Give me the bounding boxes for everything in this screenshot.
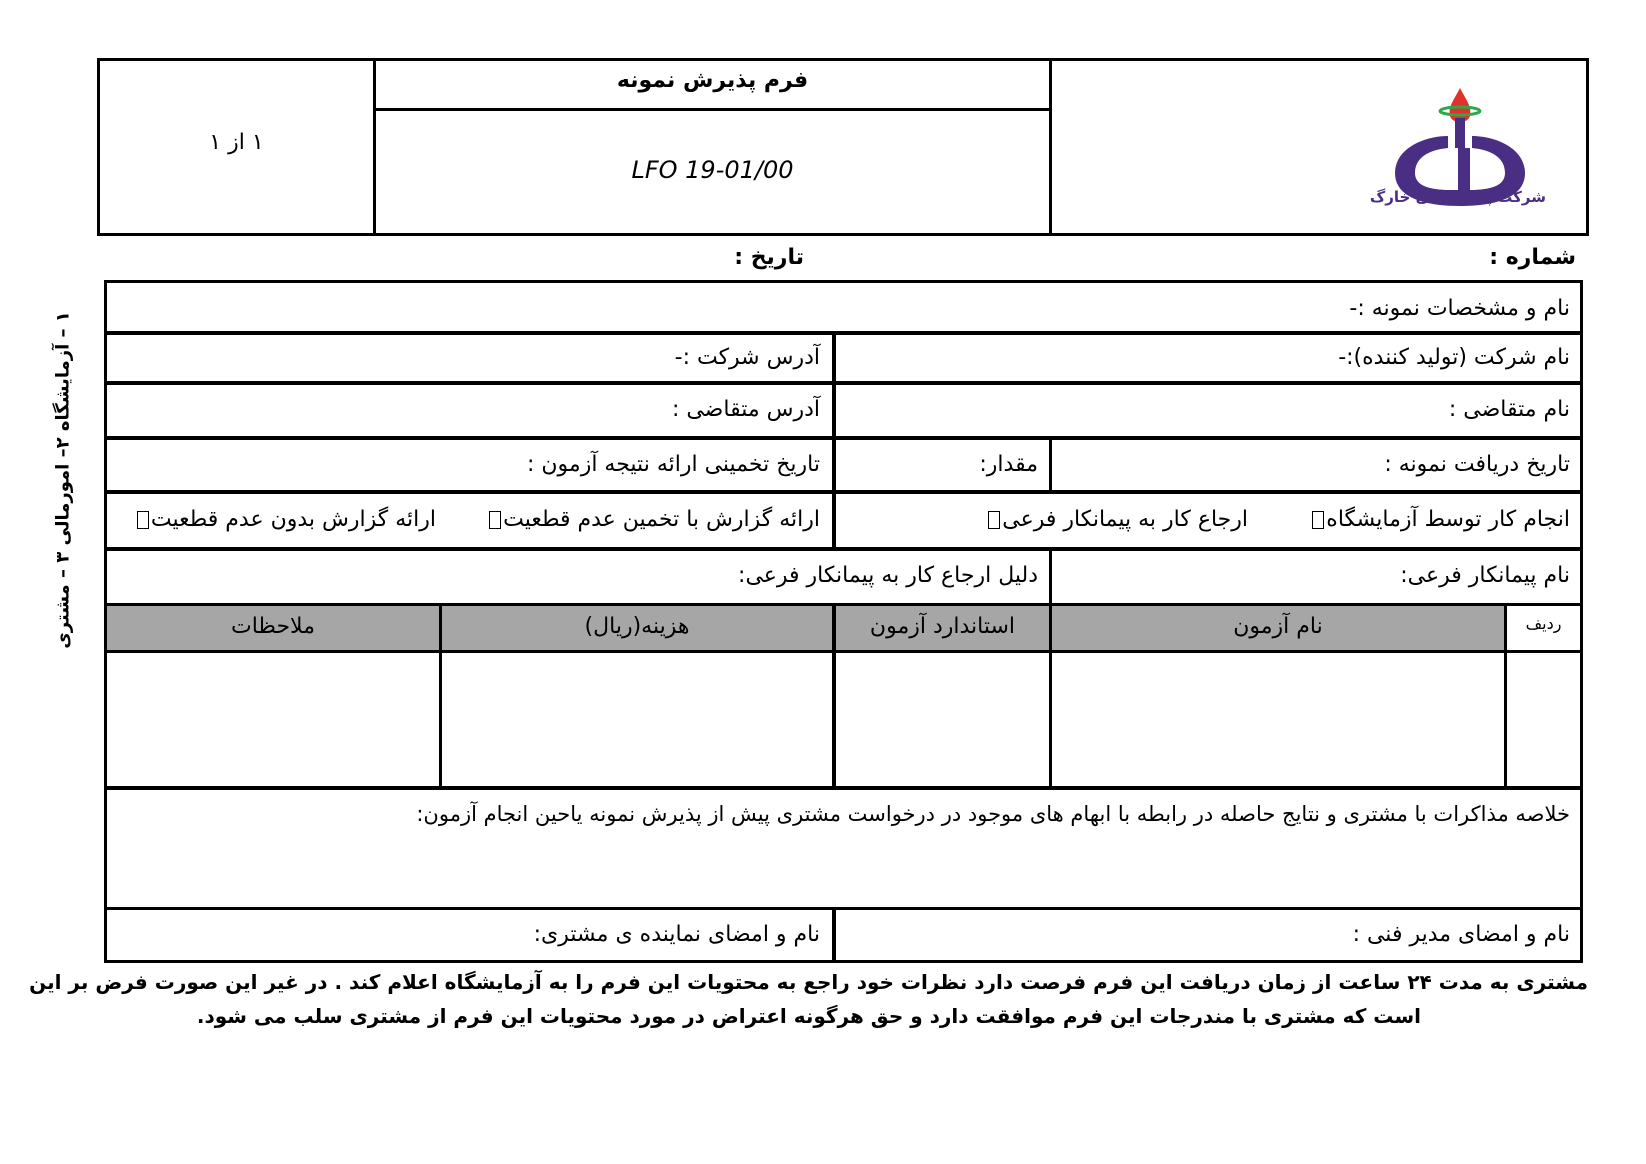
th-standard: استاندارد آزمون: [869, 614, 1016, 639]
row-line-4: [104, 490, 1583, 494]
row-line-2: [104, 381, 1583, 385]
option-subcontract-text: ارجاع کار به پیمانکار فرعی: [1002, 507, 1248, 532]
option-with-uncertainty-text: ارائه گزارش با تخمین عدم قطعیت: [503, 507, 820, 532]
col-line-qty: [1049, 436, 1052, 494]
th-row: ردیف: [1525, 614, 1562, 633]
row-line-5: [104, 547, 1583, 551]
th-notes: ملاحظات: [231, 614, 315, 639]
form-title: فرم پذیرش نمونه: [616, 68, 809, 93]
option-subcontract-checkbox[interactable]: [988, 511, 1000, 529]
option-lab[interactable]: [1310, 507, 1570, 532]
option-subcontract[interactable]: [986, 507, 1248, 532]
date-label: تاریخ :: [734, 245, 804, 270]
logo-company-name: شرکت پتروشیمی خارگ: [1369, 188, 1546, 206]
sample-name-label: نام و مشخصات نمونه :-: [1349, 296, 1570, 321]
footer-line-1: مشتری به مدت ۲۴ ساعت از زمان دریافت این فرم فرصت دارد نظرات خود راجع به محتویات این فرم را به آزمایشگاه اعلام کند . در غیر این صورت فرض بر این: [29, 970, 1588, 994]
customer-rep-sign-label: نام و امضای نماینده ی مشتری:: [533, 922, 820, 947]
option-with-uncertainty-checkbox[interactable]: [489, 511, 501, 529]
col-line-sign: [832, 907, 836, 963]
tech-manager-sign-label: نام و امضای مدیر فنی :: [1352, 922, 1570, 947]
header-divider-right: [1049, 58, 1052, 236]
option-without-uncertainty-checkbox[interactable]: [137, 511, 149, 529]
row-line-1: [104, 331, 1583, 335]
form-code: LFO 19-01/00: [631, 156, 794, 184]
header-divider-title: [373, 108, 1052, 111]
applicant-name-label: نام متقاضی :: [1448, 397, 1570, 422]
option-with-uncertainty[interactable]: [487, 507, 820, 532]
col-line-mid-a: [832, 331, 836, 491]
number-label: شماره :: [1489, 245, 1576, 270]
summary-label: خلاصه مذاکرات با مشتری و نتایج حاصله در رابطه با ابهام های موجود در درخواست مشتری پیش از پذیرش نمونه یاحین انجام آزمون:: [416, 802, 1570, 826]
col-line-sub: [1049, 547, 1052, 606]
company-address-label: آدرس شرکت :-: [674, 345, 820, 370]
subcontract-reason-label: دلیل ارجاع کار به پیمانکار فرعی:: [738, 563, 1038, 588]
estimated-date-label: تاریخ تخمینی ارائه نتیجه آزمون :: [526, 452, 820, 477]
option-without-uncertainty-text: ارائه گزارش بدون عدم قطعیت: [150, 507, 436, 532]
receive-date-label: تاریخ دریافت نمونه :: [1384, 452, 1570, 477]
th-cost: هزینه(ریال): [584, 614, 690, 639]
col-line-mid-b: [832, 490, 836, 550]
option-lab-checkbox[interactable]: [1312, 511, 1324, 529]
side-note-text: ۱ – آزمایشگاه ۲– امورمالی ۳ – مشتری: [52, 311, 74, 649]
th-test-name: نام آزمون: [1233, 614, 1323, 639]
row-line-3: [104, 436, 1583, 440]
row-line-9: [104, 907, 1583, 910]
footer-line-2: است که مشتری با مندرجات این فرم موافقت دارد و حق هرگونه اعتراض در مورد محتویات این فرم از مشتری سلب می شود.: [196, 1004, 1421, 1028]
side-note: [48, 300, 78, 660]
applicant-address-label: آدرس متقاضی :: [671, 397, 820, 422]
company-name-label: نام شرکت (تولید کننده):-: [1338, 345, 1570, 370]
row-line-8: [104, 786, 1583, 790]
subcontractor-name-label: نام پیمانکار فرعی:: [1400, 563, 1570, 588]
quantity-label: مقدار:: [979, 452, 1038, 477]
page-indicator: ۱ از ۱: [209, 130, 264, 155]
option-lab-text: انجام کار توسط آزمایشگاه: [1326, 507, 1570, 532]
option-without-uncertainty[interactable]: [135, 507, 436, 532]
row-line-7: [104, 650, 1583, 653]
